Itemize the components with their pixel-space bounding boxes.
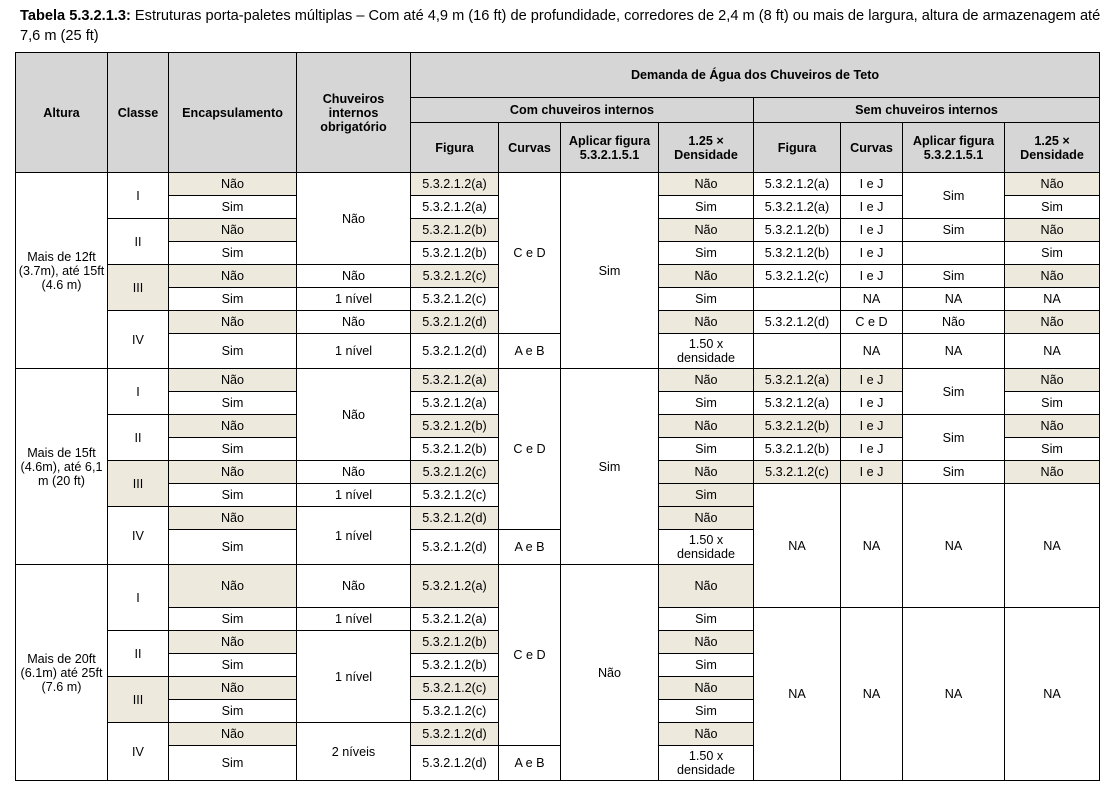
encapsulamento-cell: Sim bbox=[169, 700, 297, 723]
curvas-sem-cell: I e J bbox=[841, 173, 903, 196]
figura-cell: 5.3.2.1.2(a) bbox=[411, 392, 499, 415]
densidade-sem-cell: Sim bbox=[1005, 196, 1100, 219]
curvas-sem-cell: I e J bbox=[841, 438, 903, 461]
densidade-cell: Não bbox=[659, 219, 754, 242]
figura-sem-cell: 5.3.2.1.2(b) bbox=[754, 242, 841, 265]
figura-cell: 5.3.2.1.2(b) bbox=[411, 242, 499, 265]
densidade-sem-cell: Não bbox=[1005, 265, 1100, 288]
classe-cell: I bbox=[108, 565, 169, 631]
classe-cell: IV bbox=[108, 723, 169, 781]
densidade-cell: Não bbox=[659, 565, 754, 608]
figura-sem-cell: 5.3.2.1.2(c) bbox=[754, 461, 841, 484]
curvas-cell: A e B bbox=[499, 334, 561, 369]
densidade-sem-cell: Não bbox=[1005, 369, 1100, 392]
encapsulamento-cell: Sim bbox=[169, 654, 297, 677]
figura-sem-cell: 5.3.2.1.2(a) bbox=[754, 392, 841, 415]
header-figura: Figura bbox=[411, 123, 499, 173]
encapsulamento-cell: Sim bbox=[169, 746, 297, 781]
figura-cell: 5.3.2.1.2(c) bbox=[411, 677, 499, 700]
figura-sem-cell: 5.3.2.1.2(b) bbox=[754, 219, 841, 242]
densidade-cell: Não bbox=[659, 677, 754, 700]
aplicar-cell: Sim bbox=[561, 173, 659, 369]
densidade-sem-cell: Não bbox=[1005, 219, 1100, 242]
classe-cell: II bbox=[108, 631, 169, 677]
altura-cell: Mais de 12ft (3.7m), até 15ft (4.6 m) bbox=[16, 173, 108, 369]
figura-cell: 5.3.2.1.2(a) bbox=[411, 196, 499, 219]
curvas-cell: C e D bbox=[499, 565, 561, 746]
encapsulamento-cell: Sim bbox=[169, 288, 297, 311]
densidade-cell: Não bbox=[659, 723, 754, 746]
curvas-sem-cell: I e J bbox=[841, 392, 903, 415]
densidade-cell: Não bbox=[659, 173, 754, 196]
curvas-cell: A e B bbox=[499, 530, 561, 565]
chuveiros-cell: Não bbox=[297, 265, 411, 288]
densidade-sem-cell: Não bbox=[1005, 415, 1100, 438]
figura-cell: 5.3.2.1.2(d) bbox=[411, 311, 499, 334]
header-encapsulamento: Encapsulamento bbox=[169, 53, 297, 173]
curvas-sem-cell: I e J bbox=[841, 219, 903, 242]
classe-cell: IV bbox=[108, 507, 169, 565]
densidade-sem-cell: NA bbox=[1005, 288, 1100, 311]
encapsulamento-cell: Não bbox=[169, 415, 297, 438]
densidade-cell: Não bbox=[659, 369, 754, 392]
curvas-sem-cell: NA bbox=[841, 608, 903, 781]
aplicar-sem-cell: Sim bbox=[903, 369, 1005, 415]
densidade-cell: Não bbox=[659, 507, 754, 530]
curvas-sem-cell: C e D bbox=[841, 311, 903, 334]
aplicar-sem-cell: Sim bbox=[903, 219, 1005, 242]
curvas-cell: C e D bbox=[499, 173, 561, 334]
encapsulamento-cell: Não bbox=[169, 677, 297, 700]
densidade-sem-cell: Não bbox=[1005, 311, 1100, 334]
aplicar-cell: Não bbox=[561, 565, 659, 781]
curvas-sem-cell: I e J bbox=[841, 461, 903, 484]
figura-cell: 5.3.2.1.2(b) bbox=[411, 631, 499, 654]
encapsulamento-cell: Não bbox=[169, 173, 297, 196]
table-row bbox=[16, 369, 1100, 392]
header-aplicar: Aplicar figura 5.3.2.1.5.1 bbox=[561, 123, 659, 173]
densidade-cell: Sim bbox=[659, 438, 754, 461]
figura-cell: 5.3.2.1.2(b) bbox=[411, 219, 499, 242]
table-row bbox=[16, 173, 1100, 196]
curvas-sem-cell: NA bbox=[841, 484, 903, 608]
encapsulamento-cell: Não bbox=[169, 219, 297, 242]
curvas-cell: A e B bbox=[499, 746, 561, 781]
curvas-sem-cell: I e J bbox=[841, 242, 903, 265]
chuveiros-cell: Não bbox=[297, 173, 411, 265]
aplicar-sem-cell bbox=[903, 242, 1005, 265]
aplicar-sem-cell: Sim bbox=[903, 461, 1005, 484]
densidade-cell: Não bbox=[659, 265, 754, 288]
figura-sem-cell: 5.3.2.1.2(c) bbox=[754, 265, 841, 288]
table-caption-label: Tabela 5.3.2.1.3: bbox=[20, 8, 131, 24]
aplicar-cell: Sim bbox=[561, 369, 659, 565]
header-chuveiros-obrigatorio: Chuveiros internos obrigatório bbox=[297, 53, 411, 173]
encapsulamento-cell: Não bbox=[169, 311, 297, 334]
aplicar-sem-cell: Sim bbox=[903, 415, 1005, 461]
chuveiros-cell: Não bbox=[297, 461, 411, 484]
classe-cell: II bbox=[108, 415, 169, 461]
figura-sem-cell bbox=[754, 334, 841, 369]
header-sem-chuveiros: Sem chuveiros internos bbox=[754, 98, 1100, 123]
densidade-cell: 1.50 x densidade bbox=[659, 530, 754, 565]
header-densidade: 1.25 × Densidade bbox=[659, 123, 754, 173]
chuveiros-cell: 1 nível bbox=[297, 484, 411, 507]
densidade-cell: Sim bbox=[659, 242, 754, 265]
densidade-cell: Sim bbox=[659, 700, 754, 723]
chuveiros-cell: 2 níveis bbox=[297, 723, 411, 781]
table-row bbox=[16, 334, 1100, 369]
aplicar-sem-cell: Não bbox=[903, 311, 1005, 334]
header-classe: Classe bbox=[108, 53, 169, 173]
classe-cell: III bbox=[108, 677, 169, 723]
encapsulamento-cell: Não bbox=[169, 723, 297, 746]
encapsulamento-cell: Sim bbox=[169, 530, 297, 565]
header-curvas: Curvas bbox=[499, 123, 561, 173]
encapsulamento-cell: Sim bbox=[169, 242, 297, 265]
aplicar-sem-cell: Sim bbox=[903, 173, 1005, 219]
chuveiros-cell: Não bbox=[297, 369, 411, 461]
figura-cell: 5.3.2.1.2(a) bbox=[411, 565, 499, 608]
densidade-cell: Não bbox=[659, 461, 754, 484]
encapsulamento-cell: Sim bbox=[169, 334, 297, 369]
figura-sem-cell: 5.3.2.1.2(b) bbox=[754, 415, 841, 438]
figura-cell: 5.3.2.1.2(c) bbox=[411, 265, 499, 288]
encapsulamento-cell: Sim bbox=[169, 438, 297, 461]
densidade-cell: 1.50 x densidade bbox=[659, 746, 754, 781]
classe-cell: I bbox=[108, 173, 169, 219]
encapsulamento-cell: Sim bbox=[169, 484, 297, 507]
figura-cell: 5.3.2.1.2(b) bbox=[411, 415, 499, 438]
altura-cell: Mais de 20ft (6.1m) até 25ft (7.6 m) bbox=[16, 565, 108, 781]
header-aplicar-sem: Aplicar figura 5.3.2.1.5.1 bbox=[903, 123, 1005, 173]
densidade-sem-cell: NA bbox=[1005, 484, 1100, 608]
classe-cell: II bbox=[108, 219, 169, 265]
figura-sem-cell: 5.3.2.1.2(a) bbox=[754, 173, 841, 196]
encapsulamento-cell: Sim bbox=[169, 608, 297, 631]
table-caption bbox=[20, 6, 1105, 46]
aplicar-sem-cell: Sim bbox=[903, 265, 1005, 288]
figura-sem-cell: 5.3.2.1.2(a) bbox=[754, 196, 841, 219]
densidade-cell: Não bbox=[659, 631, 754, 654]
curvas-sem-cell: I e J bbox=[841, 265, 903, 288]
aplicar-sem-cell: NA bbox=[903, 484, 1005, 608]
altura-cell: Mais de 15ft (4.6m), até 6,1 m (20 ft) bbox=[16, 369, 108, 565]
encapsulamento-cell: Não bbox=[169, 507, 297, 530]
figura-cell: 5.3.2.1.2(d) bbox=[411, 746, 499, 781]
encapsulamento-cell: Sim bbox=[169, 196, 297, 219]
encapsulamento-cell: Não bbox=[169, 565, 297, 608]
figura-cell: 5.3.2.1.2(d) bbox=[411, 334, 499, 369]
figura-cell: 5.3.2.1.2(b) bbox=[411, 438, 499, 461]
chuveiros-cell: 1 nível bbox=[297, 608, 411, 631]
header-altura: Altura bbox=[16, 53, 108, 173]
densidade-sem-cell: Não bbox=[1005, 173, 1100, 196]
figura-sem-cell bbox=[754, 288, 841, 311]
curvas-sem-cell: NA bbox=[841, 334, 903, 369]
sprinkler-table bbox=[15, 52, 1100, 781]
figura-cell: 5.3.2.1.2(b) bbox=[411, 654, 499, 677]
densidade-cell: Sim bbox=[659, 654, 754, 677]
densidade-sem-cell: NA bbox=[1005, 608, 1100, 781]
figura-cell: 5.3.2.1.2(d) bbox=[411, 530, 499, 565]
encapsulamento-cell: Não bbox=[169, 631, 297, 654]
header-densidade-sem: 1.25 × Densidade bbox=[1005, 123, 1100, 173]
curvas-sem-cell: I e J bbox=[841, 415, 903, 438]
table-caption-text: Estruturas porta-paletes múltiplas – Com até 4,9 m (16 ft) de profundidade, corredores de 2,4 m (8 ft) ou mais de largura, altura de armazenagem até 7,6 m (25 ft) bbox=[20, 8, 1101, 44]
classe-cell: III bbox=[108, 461, 169, 507]
figura-cell: 5.3.2.1.2(c) bbox=[411, 288, 499, 311]
aplicar-sem-cell: NA bbox=[903, 334, 1005, 369]
figura-sem-cell: 5.3.2.1.2(a) bbox=[754, 369, 841, 392]
curvas-sem-cell: I e J bbox=[841, 196, 903, 219]
curvas-sem-cell: NA bbox=[841, 288, 903, 311]
densidade-cell: Não bbox=[659, 415, 754, 438]
chuveiros-cell: 1 nível bbox=[297, 288, 411, 311]
densidade-cell: Não bbox=[659, 311, 754, 334]
chuveiros-cell: Não bbox=[297, 311, 411, 334]
figura-cell: 5.3.2.1.2(c) bbox=[411, 461, 499, 484]
curvas-cell: C e D bbox=[499, 369, 561, 530]
figura-cell: 5.3.2.1.2(d) bbox=[411, 723, 499, 746]
figura-sem-cell: NA bbox=[754, 484, 841, 608]
densidade-sem-cell: Sim bbox=[1005, 242, 1100, 265]
chuveiros-cell: 1 nível bbox=[297, 507, 411, 565]
densidade-cell: Sim bbox=[659, 196, 754, 219]
curvas-sem-cell: I e J bbox=[841, 369, 903, 392]
header-figura-sem: Figura bbox=[754, 123, 841, 173]
encapsulamento-cell: Não bbox=[169, 461, 297, 484]
figura-cell: 5.3.2.1.2(d) bbox=[411, 507, 499, 530]
densidade-cell: Sim bbox=[659, 484, 754, 507]
header-curvas-sem: Curvas bbox=[841, 123, 903, 173]
figura-cell: 5.3.2.1.2(a) bbox=[411, 608, 499, 631]
densidade-cell: Sim bbox=[659, 392, 754, 415]
encapsulamento-cell: Sim bbox=[169, 392, 297, 415]
chuveiros-cell: Não bbox=[297, 565, 411, 608]
encapsulamento-cell: Não bbox=[169, 265, 297, 288]
chuveiros-cell: 1 nível bbox=[297, 631, 411, 723]
encapsulamento-cell: Não bbox=[169, 369, 297, 392]
chuveiros-cell: 1 nível bbox=[297, 334, 411, 369]
header-com-chuveiros: Com chuveiros internos bbox=[411, 98, 754, 123]
figura-sem-cell: 5.3.2.1.2(d) bbox=[754, 311, 841, 334]
densidade-cell: Sim bbox=[659, 608, 754, 631]
densidade-cell: 1.50 x densidade bbox=[659, 334, 754, 369]
densidade-cell: Sim bbox=[659, 288, 754, 311]
classe-cell: IV bbox=[108, 311, 169, 369]
figura-cell: 5.3.2.1.2(c) bbox=[411, 700, 499, 723]
densidade-sem-cell: NA bbox=[1005, 334, 1100, 369]
classe-cell: III bbox=[108, 265, 169, 311]
classe-cell: I bbox=[108, 369, 169, 415]
aplicar-sem-cell: NA bbox=[903, 608, 1005, 781]
figura-sem-cell: NA bbox=[754, 608, 841, 781]
densidade-sem-cell: Sim bbox=[1005, 392, 1100, 415]
densidade-sem-cell: Não bbox=[1005, 461, 1100, 484]
figura-cell: 5.3.2.1.2(c) bbox=[411, 484, 499, 507]
figura-sem-cell: 5.3.2.1.2(b) bbox=[754, 438, 841, 461]
header-demanda: Demanda de Água dos Chuveiros de Teto bbox=[411, 53, 1100, 98]
aplicar-sem-cell: NA bbox=[903, 288, 1005, 311]
figura-cell: 5.3.2.1.2(a) bbox=[411, 369, 499, 392]
figura-cell: 5.3.2.1.2(a) bbox=[411, 173, 499, 196]
densidade-sem-cell: Sim bbox=[1005, 438, 1100, 461]
